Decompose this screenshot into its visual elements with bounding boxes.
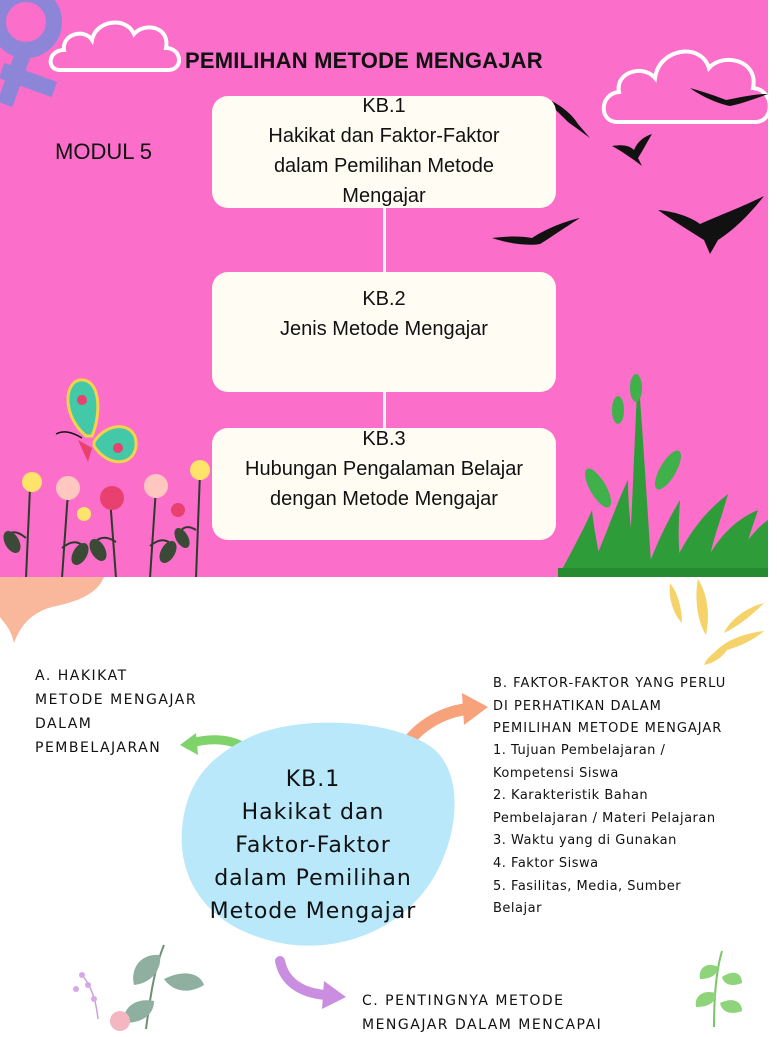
page-title: PEMILIHAN METODE MENGAJAR — [185, 48, 543, 73]
list-item: Kompetensi Siswa — [493, 765, 619, 781]
center-line: Hakikat dan — [241, 800, 385, 825]
list-item: 3. Waktu yang di Gunakan — [493, 833, 677, 849]
kb2-box — [212, 272, 556, 392]
bird-icon — [612, 132, 662, 172]
purple-arrow-icon — [274, 957, 354, 1017]
list-item: 5. Fasilitas, Media, Sumber — [493, 878, 682, 894]
section-b-heading: PEMILIHAN METODE MENGAJAR — [493, 721, 723, 736]
kb1-line: KB.1 — [362, 95, 406, 117]
bird-icon — [690, 84, 770, 114]
bird-icon — [658, 196, 768, 256]
section-c-line: C. PENTINGNYA METODE — [362, 993, 565, 1009]
connector-line — [383, 207, 386, 273]
section-b-heading: B. FAKTOR-FAKTOR YANG PERLU — [493, 676, 727, 691]
center-line: Faktor-Faktor — [235, 833, 391, 858]
section-b-list — [493, 740, 716, 921]
slide-2 — [0, 577, 768, 1033]
kb1-line: dalam Pemilihan Metode — [273, 155, 495, 177]
list-item: 1. Tujuan Pembelajaran / — [493, 743, 666, 758]
kb3-box — [212, 428, 556, 540]
center-line: dalam Pemilihan — [214, 866, 412, 891]
section-b — [493, 673, 726, 741]
kb3-line: dengan Metode Mengajar — [270, 488, 498, 510]
grass-icon — [558, 370, 768, 580]
kb1-box — [212, 96, 556, 208]
flowers-left-icon — [0, 458, 220, 578]
yellow-leaf-icon — [664, 579, 774, 669]
kb3-line: Hubungan Pengalaman Belajar — [245, 458, 523, 480]
section-a — [35, 664, 197, 760]
center-line: Metode Mengajar — [209, 899, 417, 924]
kb3-line: KB.3 — [362, 428, 406, 450]
section-a-line: A. HAKIKAT — [35, 668, 128, 684]
section-c — [362, 989, 602, 1037]
list-item: Pembelajaran / Materi Pelajaran — [493, 810, 716, 826]
leaves-icon — [678, 947, 748, 1027]
module-label: MODUL 5 — [55, 139, 152, 164]
leaves-icon — [60, 939, 210, 1029]
cloud-right-icon — [597, 32, 777, 132]
cloud-left-icon — [48, 12, 188, 82]
kb2-line: Jenis Metode Mengajar — [280, 318, 488, 340]
list-item: Belajar — [493, 901, 542, 917]
section-a-line: DALAM — [35, 716, 93, 732]
section-b-heading: DI PERHATIKAN DALAM — [493, 698, 662, 714]
center-title — [190, 763, 436, 928]
kb1-line: Mengajar — [342, 185, 426, 207]
kb1-line: Hakikat dan Faktor-Faktor — [268, 125, 500, 147]
kb2-line: KB.2 — [362, 288, 406, 310]
section-a-line: METODE MENGAJAR — [35, 692, 198, 708]
section-c-line: MENGAJAR DALAM MENCAPAI — [362, 1017, 603, 1033]
bird-icon — [492, 216, 582, 252]
list-item: 4. Faktor Siswa — [493, 855, 599, 871]
center-line: KB.1 — [285, 767, 341, 792]
list-item: 2. Karakteristik Bahan — [493, 788, 649, 804]
section-a-line: PEMBELAJARAN — [35, 740, 162, 756]
